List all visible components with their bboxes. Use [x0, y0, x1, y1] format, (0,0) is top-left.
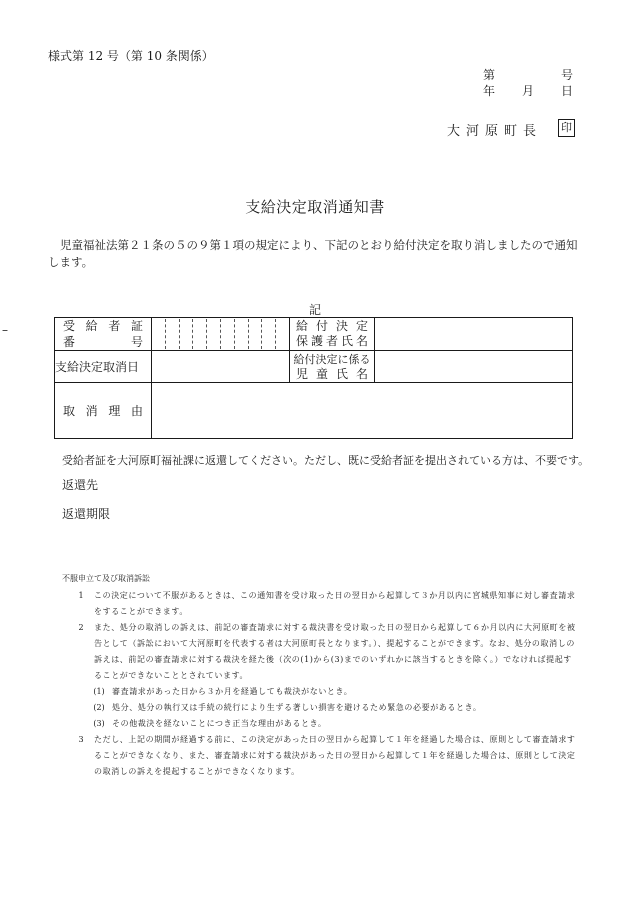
side-mark: – [2, 323, 8, 337]
appeal-subitem: (3) その他裁決を経ないことにつき正当な理由があるとき。 [93, 719, 327, 728]
label-guardian-name [290, 318, 375, 351]
number-label-go: 号 [561, 68, 574, 82]
date-month-label: 月 [522, 84, 535, 98]
return-due-label: 返還期限 [62, 507, 111, 521]
details-table [54, 317, 573, 439]
form-number: 様式第 12 号（第 10 条関係） [48, 49, 214, 63]
issuer-mayor: 大河原町長 [447, 124, 543, 139]
document-title: 支給決定取消通知書 [245, 198, 385, 216]
appeal-item: 1 この決定について不服があるときは、この通知書を受け取った日の翌日から起算して３か月以内に宮城県知事に対し審査請求をすることができます。 [78, 591, 576, 616]
appeal-subitem: (1) 審査請求があった日から３か月を経過しても裁決がないとき。 [93, 687, 353, 696]
return-notice: 受給者証を大河原町福祉課に返還してください。ただし、既に受給者証を提出されている方は、不要です。 [62, 454, 590, 467]
label-guardian-b: 保 護 者 氏 名 [296, 334, 368, 348]
label-recipient-cert-no [55, 318, 152, 351]
number-label-dai: 第 [483, 68, 496, 82]
appeal-item: 2 また、処分の取消しの訴えは、前記の審査請求に対する裁決書を受け取った日の翌日から起算して６か月以内に大河原町を被告として（訴訟において大河原町を代表する者は大河原町長となります。）、提起することができます。なお、処分の取消しの訴えは、前記の審査請求に対する裁決を経た後（次の(1)から(3)までのいずれかに該当するときを除く。）でなければ提起することができないこととされています。 [78, 623, 576, 680]
label-child-a: 給付決定に係る [293, 352, 371, 366]
label-child-name [290, 351, 375, 383]
date-day-label: 日 [561, 84, 574, 98]
label-cancel-reason [55, 383, 152, 439]
label-recipient-cert-b: 番 号 [63, 335, 143, 349]
digit-boxes [152, 319, 289, 349]
appeal-subitem: (2) 処分、処分の執行又は手続の続行により生ずる著しい損害を避けるため緊急の必要があるとき。 [93, 703, 482, 712]
label-guardian-a: 給 付 決 定 [296, 319, 368, 333]
appeal-heading: 不服申立て及び取消訴訟 [62, 574, 150, 583]
appeal-body [68, 588, 578, 780]
label-cancel-date: 支給決定取消日 [55, 351, 152, 383]
cancel-date-field[interactable] [152, 351, 290, 383]
child-name-field[interactable] [375, 351, 573, 383]
seal-box: 印 [558, 119, 575, 137]
guardian-name-field[interactable] [375, 318, 573, 351]
ki-heading: 記 [308, 303, 321, 317]
body-text: 児童福祉法第２１条の５の９第１項の規定により、下記のとおり給付決定を取り消しましたので通知します。 [48, 238, 578, 269]
date-year-label: 年 [483, 84, 496, 98]
recipient-cert-number-field[interactable] [152, 318, 290, 351]
label-child-b: 児 童 氏 名 [296, 366, 368, 381]
label-cancel-reason-text: 取 消 理 由 [63, 403, 143, 418]
appeal-item: 3 ただし、上記の期間が経過する前に、この決定があった日の翌日から起算して１年を経過した場合は、原則として審査請求することができなくなり、また、審査請求に対する裁決があった日の翌日から起算して１年を経過した場合は、原則として決定の取消しの訴えを提起することができなくなります。 [78, 735, 576, 776]
return-to-label: 返還先 [62, 478, 99, 492]
label-recipient-cert-a: 受 給 者 証 [63, 319, 143, 333]
cancel-reason-field[interactable] [152, 383, 573, 439]
